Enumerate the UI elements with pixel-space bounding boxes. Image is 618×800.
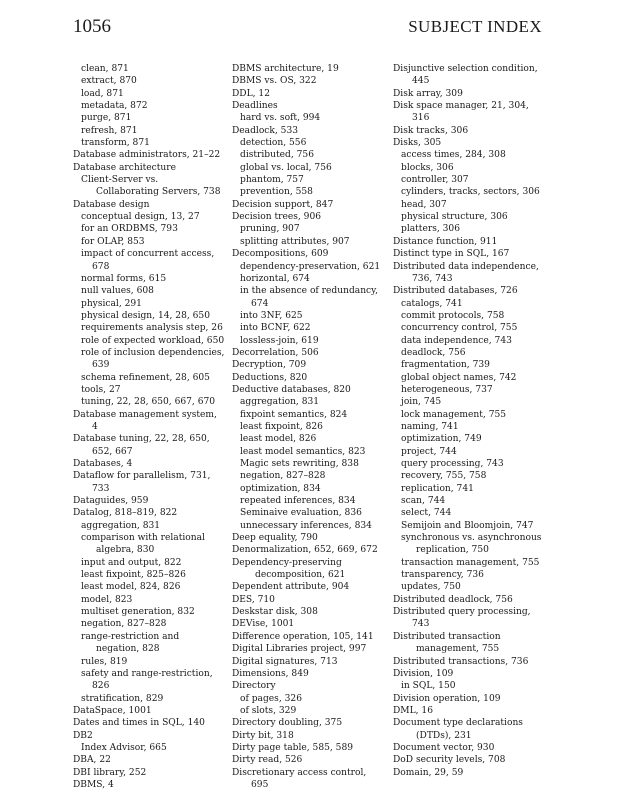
index-subentry: unnecessary inferences, 834 xyxy=(240,520,372,531)
index-entry: Distributed transaction xyxy=(393,631,501,642)
index-subentry: 316 xyxy=(412,113,430,124)
index-subentry: 445 xyxy=(412,76,430,87)
index-subentry: refresh, 871 xyxy=(81,125,138,136)
index-entry: DES, 710 xyxy=(232,594,275,605)
index-column-3 xyxy=(393,63,553,779)
index-subentry: phantom, 757 xyxy=(240,175,304,186)
index-entry: Digital signatures, 713 xyxy=(232,656,338,667)
index-entry: Datalog, 818–819, 822 xyxy=(73,508,178,519)
index-entry: DBMS, 4 xyxy=(73,779,114,790)
page-number: 1056 xyxy=(73,16,111,37)
index-subentry: optimization, 834 xyxy=(240,483,321,494)
index-subentry: 639 xyxy=(92,360,110,371)
index-entry: DBA, 22 xyxy=(73,755,111,766)
index-subentry: negation, 827–828 xyxy=(81,619,167,630)
index-subentry: requirements analysis step, 26 xyxy=(81,323,223,334)
index-subentry: recovery, 755, 758 xyxy=(401,471,487,482)
index-subentry: aggregation, 831 xyxy=(81,520,161,531)
index-entry: Distinct type in SQL, 167 xyxy=(393,249,510,260)
index-entry: Dirty page table, 585, 589 xyxy=(232,742,354,753)
index-entry: Databases, 4 xyxy=(73,459,133,469)
index-entry: DBI library, 252 xyxy=(73,767,147,778)
index-subentry: join, 745 xyxy=(401,397,442,408)
index-subentry: comparison with relational xyxy=(81,533,205,544)
index-entry: Disk tracks, 306 xyxy=(393,125,469,136)
index-entry: Database administrators, 21–22 xyxy=(73,150,221,161)
index-subentry: repeated inferences, 834 xyxy=(240,496,356,507)
index-entry: DDL, 12 xyxy=(232,88,270,99)
index-subentry: 678 xyxy=(92,261,110,272)
index-subentry: dependency-preservation, 621 xyxy=(240,261,381,272)
index-subentry: concurrency control, 755 xyxy=(401,323,518,334)
index-entry: DBMS architecture, 19 xyxy=(232,64,339,74)
index-entry: Denormalization, 652, 669, 672 xyxy=(232,545,378,556)
index-entry: Dimensions, 849 xyxy=(232,668,309,679)
running-title: SUBJECT INDEX xyxy=(408,17,542,36)
index-subentry: splitting attributes, 907 xyxy=(240,236,350,247)
index-subentry: multiset generation, 832 xyxy=(81,607,195,618)
index-subentry: scan, 744 xyxy=(401,496,446,507)
index-subentry: into BCNF, 622 xyxy=(240,323,311,334)
index-subentry: controller, 307 xyxy=(401,175,469,186)
index-subentry: aggregation, 831 xyxy=(240,397,320,408)
index-subentry: global object names, 742 xyxy=(401,372,517,383)
index-subentry: distributed, 756 xyxy=(240,150,314,161)
index-entry: Disjunctive selection condition, xyxy=(393,64,538,74)
index-subentry: blocks, 306 xyxy=(401,162,454,173)
index-subentry: stratification, 829 xyxy=(81,693,164,704)
index-entry: Directory doubling, 375 xyxy=(232,718,343,729)
index-entry: Dependent attribute, 904 xyxy=(232,582,350,593)
index-entry: Difference operation, 105, 141 xyxy=(232,631,374,642)
index-entry: Directory xyxy=(232,681,276,692)
index-subentry: pruning, 907 xyxy=(240,224,300,235)
index-column-2 xyxy=(232,63,390,791)
index-subentry: physical design, 14, 28, 650 xyxy=(81,310,211,321)
index-entry: DB2 xyxy=(73,730,93,741)
index-subentry: physical, 291 xyxy=(81,298,142,309)
index-subentry: transparency, 736 xyxy=(401,570,484,581)
index-subentry: least model, 826 xyxy=(240,434,317,445)
index-subentry: catalogs, 741 xyxy=(401,298,463,309)
index-subentry: replication, 741 xyxy=(401,483,474,494)
index-subentry: least model, 824, 826 xyxy=(81,582,181,593)
index-subentry: Index Advisor, 665 xyxy=(81,742,167,753)
index-entry: Digital Libraries project, 997 xyxy=(232,644,367,655)
index-entry: Dirty read, 526 xyxy=(232,755,303,766)
index-subentry: (DTDs), 231 xyxy=(416,730,472,741)
index-entry: DBMS vs. OS, 322 xyxy=(232,76,317,87)
index-subentry: 674 xyxy=(251,298,269,309)
index-subentry: of pages, 326 xyxy=(240,693,302,704)
index-entry: Discretionary access control, xyxy=(232,767,367,778)
index-subentry: head, 307 xyxy=(401,199,447,210)
index-entry: Dependency-preserving xyxy=(232,557,342,568)
index-entry: Division, 109 xyxy=(393,668,454,679)
index-subentry: transform, 871 xyxy=(81,138,150,149)
index-entry: Decision support, 847 xyxy=(232,199,334,210)
index-entry: Database architecture xyxy=(73,162,176,173)
index-entry: Dataguides, 959 xyxy=(73,496,149,507)
index-entry: Document vector, 930 xyxy=(393,742,495,753)
index-subentry: horizontal, 674 xyxy=(240,273,310,284)
index-subentry: prevention, 558 xyxy=(240,187,313,198)
index-subentry: heterogeneous, 737 xyxy=(401,384,493,395)
index-entry: DoD security levels, 708 xyxy=(393,755,506,766)
index-subentry: commit protocols, 758 xyxy=(401,310,505,321)
index-entry: Database tuning, 22, 28, 650, xyxy=(73,434,210,445)
index-subentry: range-restriction and xyxy=(81,631,180,642)
index-subentry: 826 xyxy=(92,681,110,692)
index-entry: Decompositions, 609 xyxy=(232,249,329,260)
index-subentry: Client-Server vs. xyxy=(81,175,159,186)
index-subentry: negation, 827–828 xyxy=(240,471,326,482)
index-subentry: role of inclusion dependencies, xyxy=(81,347,225,358)
index-entry: Distributed transactions, 736 xyxy=(393,656,529,667)
index-subentry: in the absence of redundancy, xyxy=(240,286,378,297)
index-entry: Decision trees, 906 xyxy=(232,212,322,223)
index-entry: Database management system, xyxy=(73,409,217,420)
index-subentry: physical structure, 306 xyxy=(401,212,508,223)
index-subentry: for OLAP, 853 xyxy=(81,236,145,247)
index-subentry: 736, 743 xyxy=(412,273,453,284)
index-subentry: for an ORDBMS, 793 xyxy=(81,224,178,235)
index-subentry: naming, 741 xyxy=(401,421,459,432)
index-entry: Distributed data independence, xyxy=(393,261,539,272)
index-subentry: Semijoin and Bloomjoin, 747 xyxy=(401,520,534,531)
index-subentry: load, 871 xyxy=(81,88,124,99)
index-subentry: null values, 608 xyxy=(81,286,154,297)
index-entry: Deadlines xyxy=(232,101,278,112)
index-subentry: role of expected workload, 650 xyxy=(81,335,225,346)
index-subentry: 4 xyxy=(92,421,98,432)
index-subentry: optimization, 749 xyxy=(401,434,482,445)
index-subentry: negation, 828 xyxy=(96,644,160,655)
index-entry: DataSpace, 1001 xyxy=(73,705,152,716)
index-subentry: Seminaive evaluation, 836 xyxy=(240,508,362,519)
index-entry: Disk array, 309 xyxy=(393,88,463,99)
index-subentry: model, 823 xyxy=(81,594,133,605)
index-subentry: normal forms, 615 xyxy=(81,273,167,284)
index-entry: Division operation, 109 xyxy=(393,693,501,704)
index-subentry: rules, 819 xyxy=(81,656,128,667)
index-entry: Distributed deadlock, 756 xyxy=(393,594,513,605)
index-subentry: impact of concurrent access, xyxy=(81,249,215,260)
index-subentry: tuning, 22, 28, 650, 667, 670 xyxy=(81,397,216,408)
index-subentry: into 3NF, 625 xyxy=(240,310,303,321)
index-column-1 xyxy=(73,63,228,791)
index-subentry: updates, 750 xyxy=(401,582,461,593)
index-subentry: lock management, 755 xyxy=(401,409,507,420)
index-entry: Dataflow for parallelism, 731, xyxy=(73,471,211,482)
index-entry: Decorrelation, 506 xyxy=(232,347,319,358)
index-entry: Disk space manager, 21, 304, xyxy=(393,101,529,112)
index-subentry: least fixpoint, 825–826 xyxy=(81,570,186,581)
index-columns xyxy=(0,63,618,790)
index-entry: Document type declarations xyxy=(393,718,523,729)
index-subentry: deadlock, 756 xyxy=(401,347,466,358)
index-entry: Deskstar disk, 308 xyxy=(232,607,318,618)
index-subentry: of slots, 329 xyxy=(240,705,297,716)
index-subentry: 695 xyxy=(251,779,269,790)
index-entry: Dates and times in SQL, 140 xyxy=(73,718,205,729)
index-entry: Decryption, 709 xyxy=(232,360,307,371)
index-subentry: metadata, 872 xyxy=(81,101,148,112)
index-subentry: lossless-join, 619 xyxy=(240,335,319,346)
index-subentry: synchronous vs. asynchronous xyxy=(401,533,542,544)
index-subentry: platters, 306 xyxy=(401,224,460,235)
index-subentry: 743 xyxy=(412,619,430,630)
index-subentry: transaction management, 755 xyxy=(401,557,540,568)
index-subentry: purge, 871 xyxy=(81,113,132,124)
index-subentry: input and output, 822 xyxy=(81,557,182,568)
index-subentry: access times, 284, 308 xyxy=(401,150,506,161)
index-entry: Deductive databases, 820 xyxy=(232,384,351,395)
index-subentry: 733 xyxy=(92,483,110,494)
index-subentry: query processing, 743 xyxy=(401,459,504,469)
index-subentry: least fixpoint, 826 xyxy=(240,421,323,432)
index-entry: Disks, 305 xyxy=(393,138,442,149)
index-subentry: Collaborating Servers, 738 xyxy=(96,187,221,198)
index-subentry: fragmentation, 739 xyxy=(401,360,490,371)
index-subentry: 652, 667 xyxy=(92,446,133,457)
index-subentry: hard vs. soft, 994 xyxy=(240,113,321,124)
page-header xyxy=(73,16,542,40)
index-entry: Deductions, 820 xyxy=(232,372,308,383)
index-subentry: Magic sets rewriting, 838 xyxy=(240,459,359,469)
index-subentry: safety and range-restriction, xyxy=(81,668,213,679)
index-entry: DEVise, 1001 xyxy=(232,619,295,630)
index-entry: DML, 16 xyxy=(393,705,433,716)
index-entry: Distance function, 911 xyxy=(393,236,498,247)
index-subentry: data independence, 743 xyxy=(401,335,512,346)
index-subentry: global vs. local, 756 xyxy=(240,162,332,173)
index-subentry: extract, 870 xyxy=(81,76,137,87)
index-subentry: fixpoint semantics, 824 xyxy=(240,409,348,420)
index-subentry: least model semantics, 823 xyxy=(240,446,366,457)
index-subentry: replication, 750 xyxy=(416,545,489,556)
index-subentry: tools, 27 xyxy=(81,384,121,395)
index-entry: Distributed databases, 726 xyxy=(393,286,518,297)
index-subentry: select, 744 xyxy=(401,508,452,519)
index-entry: Domain, 29, 59 xyxy=(393,767,464,778)
index-subentry: clean, 871 xyxy=(81,64,129,74)
index-entry: Deep equality, 790 xyxy=(232,533,318,544)
index-entry: Distributed query processing, xyxy=(393,607,531,618)
index-entry: Database design xyxy=(73,199,150,210)
index-subentry: in SQL, 150 xyxy=(401,681,456,692)
index-entry: Deadlock, 533 xyxy=(232,125,299,136)
index-subentry: detection, 556 xyxy=(240,138,307,149)
index-subentry: schema refinement, 28, 605 xyxy=(81,372,210,383)
index-subentry: conceptual design, 13, 27 xyxy=(81,212,200,223)
index-entry: Dirty bit, 318 xyxy=(232,730,294,741)
index-subentry: project, 744 xyxy=(401,446,457,457)
index-subentry: cylinders, tracks, sectors, 306 xyxy=(401,187,540,198)
index-subentry: algebra, 830 xyxy=(96,545,155,556)
index-subentry: management, 755 xyxy=(416,644,500,655)
index-subentry: decomposition, 621 xyxy=(255,570,346,581)
